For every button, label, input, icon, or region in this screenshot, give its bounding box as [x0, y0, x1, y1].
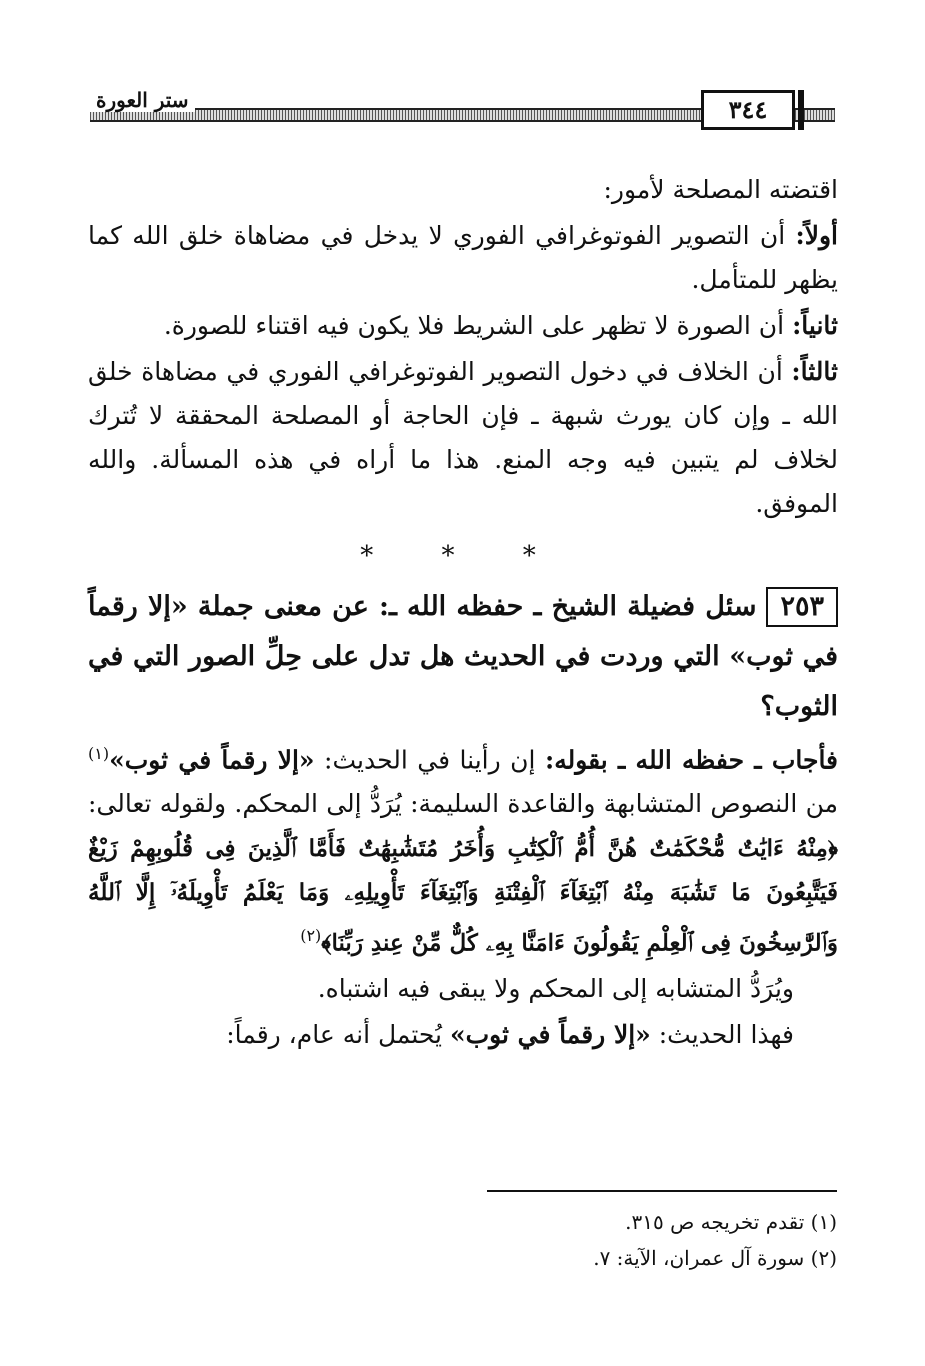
footnote-2: (٢) سورة آل عمران، الآية: ٧. — [593, 1246, 837, 1270]
section-separator: * * * — [360, 541, 566, 571]
page-header — [90, 88, 835, 134]
answer-conclusion: ويُرَدُّ المتشابه إلى المحكم ولا يبقى فيه اشتباه. — [317, 973, 794, 1003]
point-three — [88, 350, 838, 526]
point-two-label: ثانياً: — [792, 311, 838, 340]
intro-line: اقتضته المصلحة لأمور: — [603, 175, 838, 204]
point-two-text: أن الصورة لا تظهر على الشريط فلا يكون فيه اقتناء للصورة. — [163, 311, 793, 340]
running-title: ستر العورة — [90, 88, 195, 112]
main-text — [88, 168, 838, 1059]
point-one-label: أولاً: — [795, 221, 838, 250]
footnote-ref-2: (٢) — [300, 926, 322, 946]
continuation-quote: «إلا رقماً في ثوب» — [449, 1019, 651, 1049]
quran-verse: ﴿مِنْهُ ءَايَٰتٌ مُّحْكَمَٰتٌ هُنَّ أُمُّ ٱلْكِتَٰبِ وَأُخَرُ مُتَشَٰبِهَٰتٌ فَأَمَّا ٱلَّذِينَ فِى قُلُوبِهِمْ زَيْغٌ فَيَتَّبِعُونَ مَا تَشَٰبَهَ مِنْهُ ٱبْتِغَآءَ ٱلْفِتْنَةِ وَٱبْتِغَآءَ تَأْوِيلِهِۦ وَمَا يَعْلَمُ تَأْوِيلَهُۥٓ إِلَّا ٱللَّهُ وَٱلرَّٰسِخُونَ فِى ٱلْعِلْمِ يَقُولُونَ ءَامَنَّا بِهِۦ كُلٌّ مِّنْ عِندِ رَبِّنَا﴾ — [88, 835, 838, 957]
answer-lead: فأجاب ـ حفظه الله ـ بقوله: — [544, 745, 839, 775]
footnotes — [337, 1204, 837, 1276]
page-number: ٣٤٤ — [701, 90, 795, 130]
question-heading — [88, 582, 838, 732]
footnote-1: (١) تقدم تخريجه ص ٣١٥. — [625, 1210, 837, 1234]
point-one-text: أن التصوير الفوتوغرافي الفوري لا يدخل في مضاهاة خلق الله كما يظهر للمتأمل. — [88, 221, 838, 294]
continuation-text-a: فهذا الحديث: — [650, 1019, 794, 1049]
footnote-ref-1: (١) — [88, 744, 110, 763]
answer-text-2: من النصوص المتشابهة والقاعدة السليمة: يُرَدُّ إلى المحكم. ولقوله تعالى: — [88, 789, 838, 819]
question-text: سئل فضيلة الشيخ ـ حفظه الله ـ: عن معنى جملة «إلا رقماً في ثوب» التي وردت في الحديث هل تدل على حِلِّ الصور التي في الثوب؟ — [88, 591, 838, 722]
footnote-separator — [487, 1190, 837, 1192]
answer-paragraph — [88, 732, 838, 965]
point-three-label: ثالثاً: — [791, 357, 838, 386]
hadith-quote: «إلا رقماً في ثوب» — [109, 745, 315, 775]
point-one — [88, 214, 838, 302]
point-two — [88, 304, 838, 348]
continuation-text-b: يُحتمل أنه عام، رقماً: — [226, 1019, 450, 1049]
answer-text-1: إن رأينا في الحديث: — [314, 745, 545, 775]
answer-continuation — [88, 1013, 838, 1057]
point-three-text: أن الخلاف في دخول التصوير الفوتوغرافي الفوري في مضاهاة خلق الله ـ وإن كان يورث شبهة ـ فإن الحاجة أو المصلحة المحققة لا تُترك لخلاف لم يتبين فيه وجه المنع. هذا ما أراه في هذه المسألة. والله الموفق. — [88, 357, 838, 518]
question-number: ٢٥٣ — [766, 587, 838, 627]
